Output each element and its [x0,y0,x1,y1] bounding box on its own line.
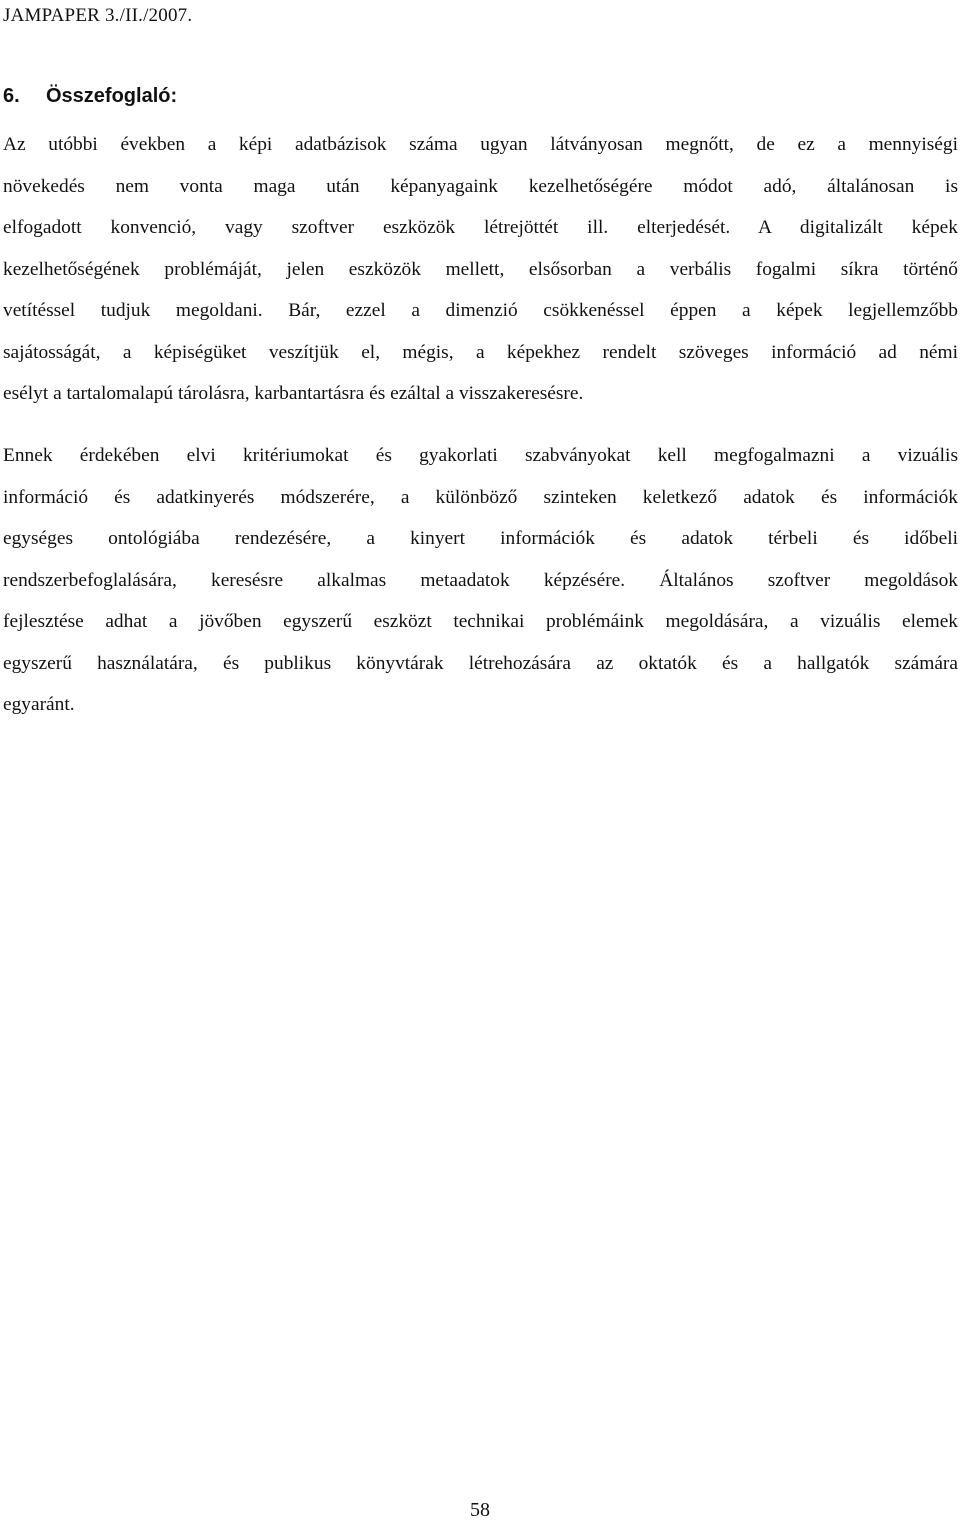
section-title: Összefoglaló: [46,85,178,107]
paragraph-line: sajátosságát, a képiségüket veszítjük el, mégis, a képekhez rendelt szöveges információ ad némi [3,341,958,363]
paragraph-line: egységes ontológiába rendezésére, a kinyert információk és adatok térbeli és időbeli [3,528,958,549]
paragraph-summary-1 [3,124,958,415]
page-number: 58 [470,1499,490,1521]
paragraph-line: információ és adatkinyerés módszerére, a különböző szinteken keletkező adatok és információk [3,486,958,508]
paragraph-line: vetítéssel tudjuk megoldani. Bár, ezzel a dimenzió csökkenéssel éppen a képek legjellemzőbb [3,300,958,321]
paragraph-line: egyaránt. [3,694,75,715]
paragraph-line: esélyt a tartalomalapú tárolásra, karbantartásra és ezáltal a visszakeresésre. [3,383,584,404]
paragraph-line: rendszerbefoglalására, keresésre alkalmas metaadatok képzésére. Általános szoftver megoldások [3,569,958,591]
section-number: 6. [3,85,20,107]
paragraph-summary-2 [3,435,958,726]
paragraph-line: egyszerű használatára, és publikus könyvtárak létrehozására az oktatók és a hallgatók számára [3,652,958,674]
paragraph-line: kezelhetőségének problémáját, jelen eszközök mellett, elsősorban a verbális fogalmi síkra történő [3,258,958,280]
paragraph-line: elfogadott konvenció, vagy szoftver eszközök létrejöttét ill. elterjedését. A digitalizált képek [3,217,958,238]
section-heading [3,85,177,108]
paragraph-line: fejlesztése adhat a jövőben egyszerű eszközt technikai problémáink megoldására, a vizuális elemek [3,611,958,632]
journal-header: JAMPAPER 3./II./2007. [3,5,193,26]
paragraph-line: Az utóbbi években a képi adatbázisok száma ugyan látványosan megnőtt, de ez a mennyiségi [3,134,958,155]
paragraph-line: Ennek érdekében elvi kritériumokat és gyakorlati szabványokat kell megfogalmazni a vizuális [3,445,958,466]
paragraph-line: növekedés nem vonta maga után képanyagaink kezelhetőségére módot adó, általánosan is [3,175,958,197]
